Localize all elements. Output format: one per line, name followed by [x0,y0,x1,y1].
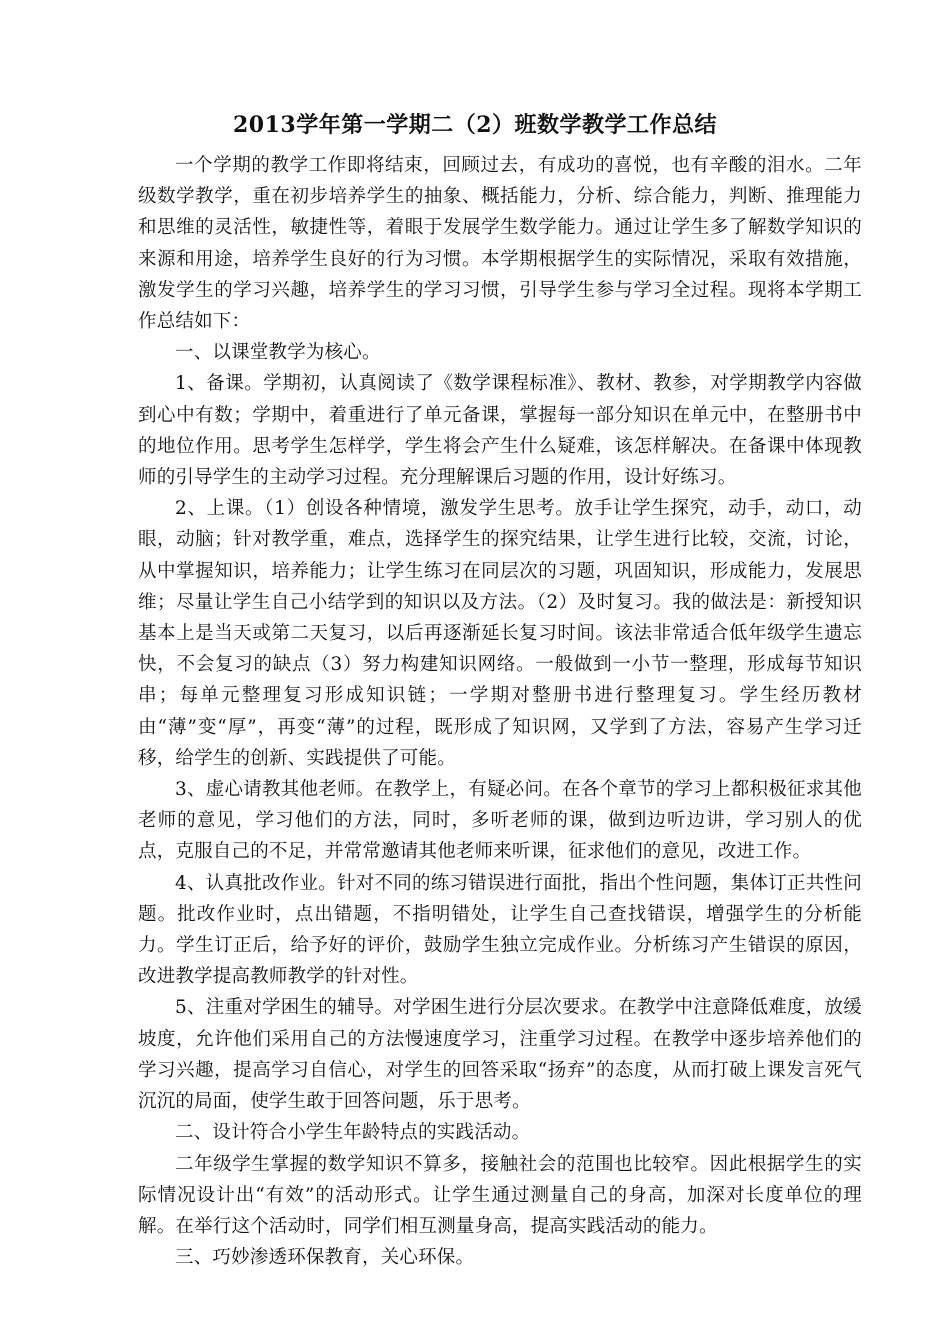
heading-section-1: 一、以课堂教学为核心。 [175,342,381,364]
document-title: 2013学年第一学期二（2）班数学教学工作总结 [232,112,718,138]
heading-section-3: 三、巧妙渗透环保教育，关心环保。 [175,1247,475,1269]
paragraph-struggling-students: 5、注重对学困生的辅导。对学困生进行分层次要求。在教学中注意降低难度，放缓坡度，允许他们采用自己的方法慢速度学习，注重学习过程。在教学中逐步培养他们的学习兴趣，提高学习自信心，对学生的回答采取“扬弃”的态度，从而打破上课发言死气沉沉的局面，使学生敢于回答问题，乐于思考。 [138,997,863,1113]
document-body [138,150,862,1273]
paragraph-lesson-prep: 1、备课。学期初，认真阅读了《数学课程标准》、教材、教参，对学期教学内容做到心中有数；学期中，着重进行了单元备课，掌握每一部分知识在单元中，在整册书中的地位作用。思考学生怎样学，学生将会产生什么疑难，该怎样解决。在备课中体现教师的引导学生的主动学习过程。充分理解课后习题的作用，设计好练习。 [138,373,862,489]
heading-section-2: 二、设计符合小学生年龄特点的实践活动。 [175,1122,531,1144]
paragraph-consult-teachers: 3、虚心请教其他老师。在教学上，有疑必问。在各个章节的学习上都积极征求其他老师的意见，学习他们的方法，同时，多听老师的课，做到边听边讲，学习别人的优点，克服自己的不足，并常常邀请其他老师来听课，征求他们的意见，改进工作。 [138,779,862,863]
paragraph-teaching: 2、上课。（1）创设各种情境，激发学生思考。放手让学生探究，动手，动口，动眼，动脑；针对教学重，难点，选择学生的探究结果，让学生进行比较，交流，讨论，从中掌握知识，培养能力；让学生练习在同层次的习题，巩固知识，形成能力，发展思维；尽量让学生自己小结学到的知识以及方法。（2）及时复习。我的做法是：新授知识基本上是当天或第二天复习，以后再逐渐延长复习时间。该法非常适合低年级学生遗忘快，不会复习的缺点（3）努力构建知识网络。一般做到一小节一整理，形成每节知识串；每单元整理复习形成知识链；一学期对整册书进行整理复习。学生经历教材由“薄”变“厚”，再变“薄”的过程，既形成了知识网，又学到了方法，容易产生学习迁移，给学生的创新、实践提供了可能。 [138,498,862,769]
paragraph-homework: 4、认真批改作业。针对不同的练习错误进行面批，指出个性问题，集体订正共性问题。批改作业时，点出错题，不指明错处，让学生自己查找错误，增强学生的分析能力。学生订正后，给予好的评价，鼓励学生独立完成作业。分析练习产生错误的原因，改进教学提高教师教学的针对性。 [138,872,862,988]
paragraph-practice-activity: 二年级学生掌握的数学知识不算多，接触社会的范围也比较窄。因此根据学生的实际情况设计出“有效”的活动形式。让学生通过测量自己的身高，加深对长度单位的理解。在举行这个活动时，同学们相互测量身高，提高实践活动的能力。 [138,1153,862,1237]
paragraph-intro: 一个学期的教学工作即将结束，回顾过去，有成功的喜悦，也有辛酸的泪水。二年级数学教学，重在初步培养学生的抽象、概括能力，分析、综合能力，判断、推理能力和思维的灵活性，敏捷性等，着眼于发展学生数学能力。通过让学生多了解数学知识的来源和用途，培养学生良好的行为习惯。本学期根据学生的实际情况，采取有效措施，激发学生的学习兴趣，培养学生的学习习惯，引导学生参与学习全过程。现将本学期工作总结如下： [138,155,862,333]
